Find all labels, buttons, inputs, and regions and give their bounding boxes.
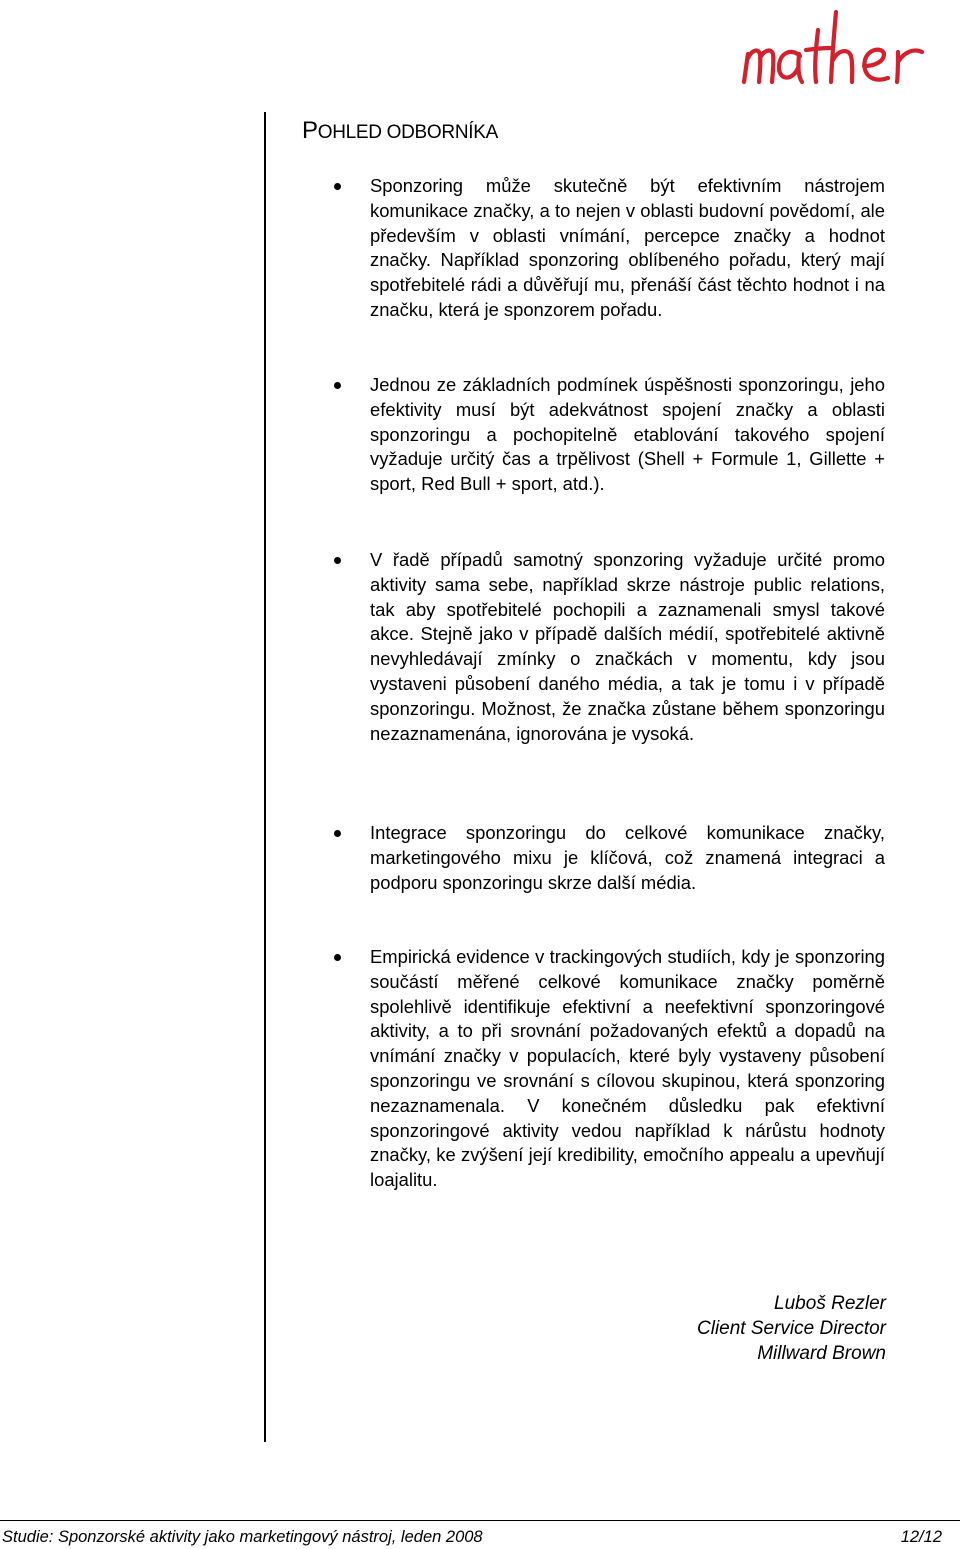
bullet-icon	[334, 183, 341, 190]
list-item: Empirická evidence v trackingových studiích, kdy je sponzoring součástí měřené celkové komunikace značky poměrně spolehlivě identifikuje efektivní a neefektivní sponzoringové aktivity, a to při srovnání požadovaných efektů a dopadů na vnímání značky v populacích, které byly vystaveny působení sponzoringu ve srovnání s cílovou skupinou, která sponzoring nezaznamenala. V konečném důsledku pak efektivní sponzoringové aktivity vedou například k nárůstu hodnoty značky, ke zvýšení její kredibility, emočního appealu a upevňují loajalitu.	[370, 946, 885, 1191]
bullet-icon	[334, 830, 341, 837]
footer-divider	[0, 1520, 960, 1521]
bullet-icon	[334, 382, 341, 389]
signature-company: Millward Brown	[757, 1342, 886, 1364]
bullet-icon	[334, 557, 341, 564]
signature-name: Luboš Rezler	[774, 1293, 886, 1314]
list-item: Sponzoring může skutečně být efektivním nástrojem komunikace značky, a to nejen v oblasti budovní povědomí, ale především v oblasti vnímání, percepce značky a hodnot značky. Například sponzoring oblíbeného pořadu, který mají spotřebitelé rádi a důvěřují mu, přenáší část těchto hodnot i na značku, která je sponzorem pořadu.	[370, 175, 885, 320]
bullet-icon	[334, 954, 341, 961]
list-item: Integrace sponzoringu do celkové komunikace značky, marketingového mixu je klíčová, což znamená integraci a podporu sponzoringu skrze další média.	[370, 822, 885, 893]
title-rest: OHLED ODBORNÍKA	[317, 122, 498, 143]
mather-logo	[738, 4, 954, 94]
footer-study-title: Studie: Sponzorské aktivity jako marketingový nástroj, leden 2008	[2, 1528, 483, 1546]
title-initial: P	[302, 117, 318, 144]
signature	[697, 1292, 886, 1366]
page-title	[302, 116, 498, 148]
list-item: V řadě případů samotný sponzoring vyžaduje určité promo aktivity sama sebe, například skrze nástroje public relations, tak aby spotřebitelé pochopili a zaznamenali smysl takové akce. Stejně jako v případě dalších médií, spotřebitelé aktivně nevyhledávají zmínky o značkách v momentu, kdy jsou vystaveni působení daného média, a tak je tomu i v případě sponzoringu. Možnost, že značka zůstane během sponzoringu nezaznamenána, ignorována je vysoká.	[370, 549, 885, 744]
page-number: 12/12	[900, 1528, 942, 1546]
vertical-divider	[264, 112, 266, 1442]
list-item: Jednou ze základních podmínek úspěšnosti sponzoringu, jeho efektivity musí být adekvátnost spojení značky a oblasti sponzoringu a pochopitelně etablování takového spojení vyžaduje určitý čas a trpělivost (Shell + Formule 1, Gillette + sport, Red Bull + sport, atd.).	[370, 374, 885, 495]
signature-role: Client Service Director	[697, 1317, 886, 1339]
logo-text: mather	[938, 4, 942, 5]
